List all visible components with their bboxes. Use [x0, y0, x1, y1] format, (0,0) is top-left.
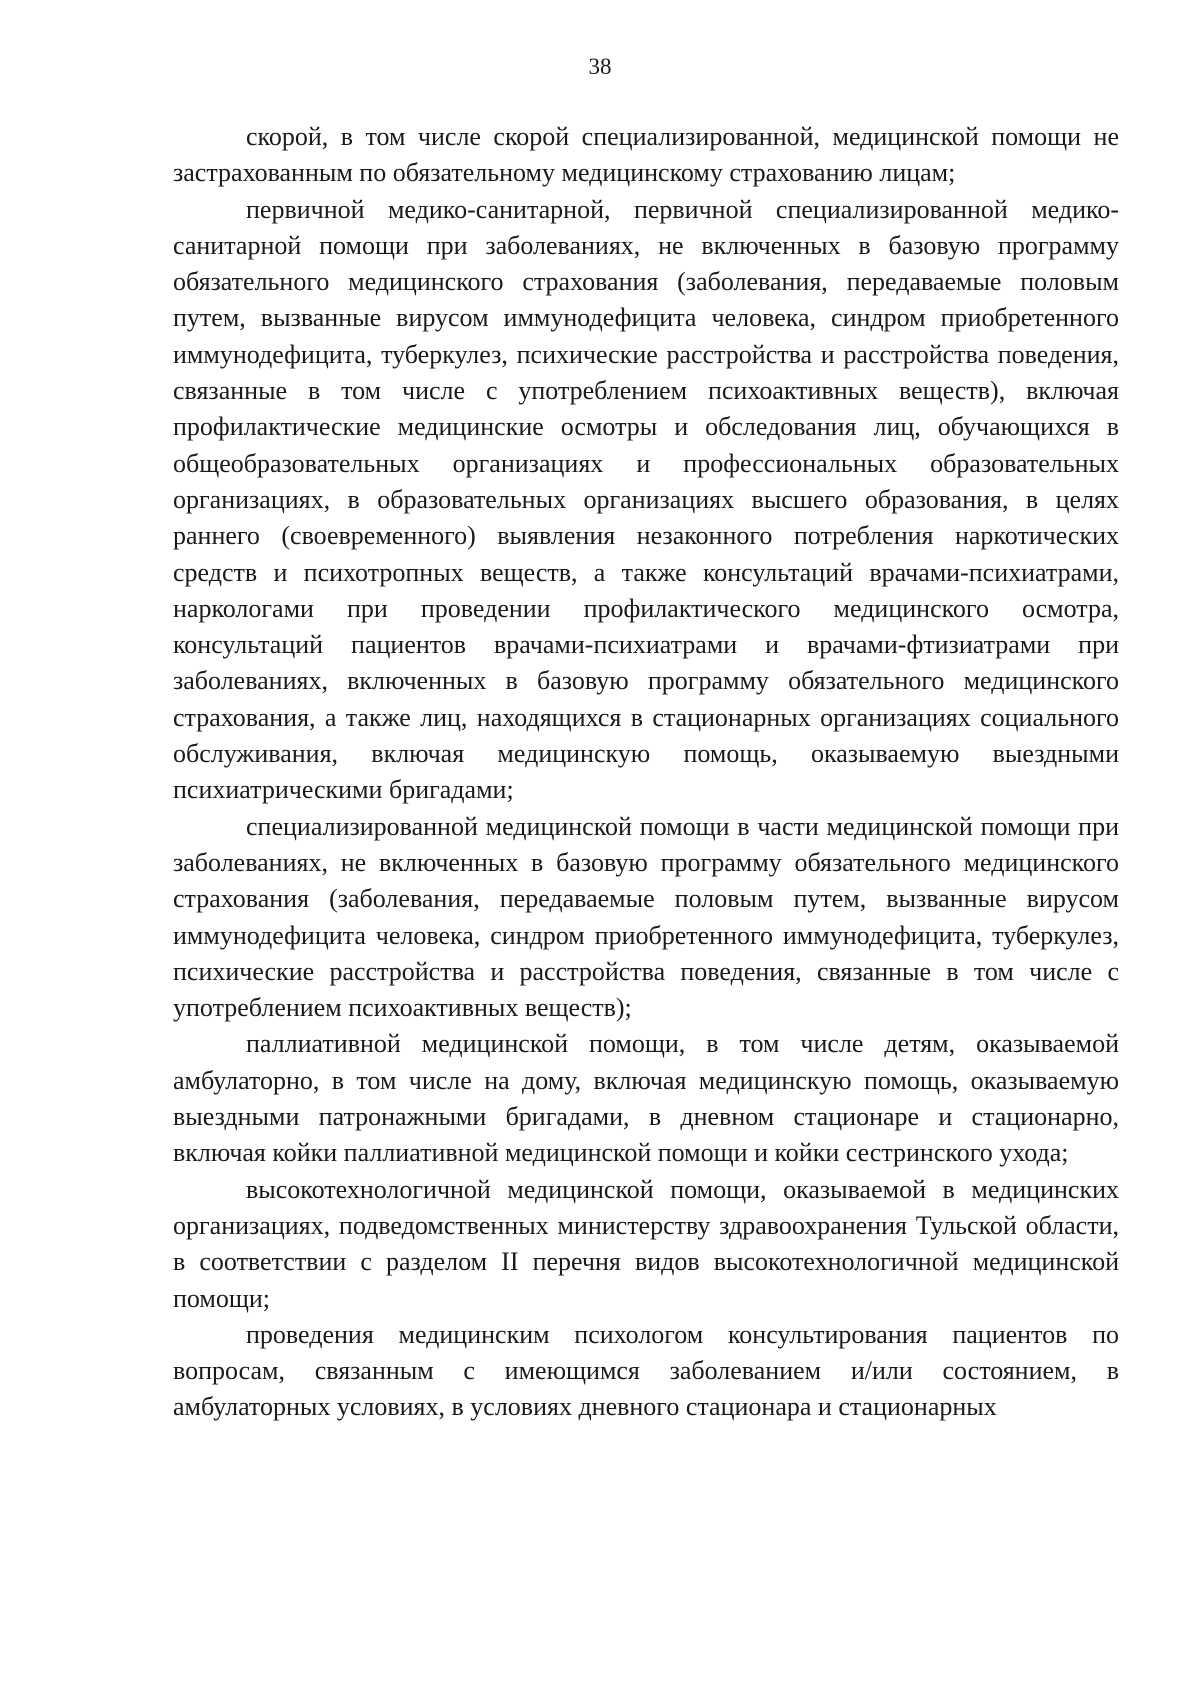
- page-number: 38: [588, 54, 612, 79]
- paragraph: проведения медицинским психологом консультирования пациентов по вопросам, связанным с имеющимся заболеванием и/или состоянием, в амбулаторных условиях, в условиях дневного стационара и стационарных: [173, 1319, 1119, 1422]
- paragraph: высокотехнологичной медицинской помощи, оказываемой в медицинских организациях, подведомственных министерству здравоохранения Тульской области, в соответствии с разделом II перечня видов высокотехнологичной медицинской помощи;: [173, 1174, 1119, 1313]
- paragraph: специализированной медицинской помощи в части медицинской помощи при заболеваниях, не включенных в базовую программу обязательного медицинского страхования (заболевания, передаваемые половым путем, вызванные вирусом иммунодефицита человека, синдром приобретенного иммунодефицита, туберкулез, психические расстройства и расстройства поведения, связанные в том числе с употреблением психоактивных веществ);: [173, 811, 1119, 1023]
- paragraph: скорой, в том числе скорой специализированной, медицинской помощи не застрахованным по обязательному медицинскому страхованию лицам;: [173, 122, 1119, 188]
- paragraph: паллиативной медицинской помощи, в том числе детям, оказываемой амбулаторно, в том числе на дому, включая медицинскую помощь, оказываемую выездными патронажными бригадами, в дневном стационаре и стационарно, включая койки паллиативной медицинской помощи и койки сестринского ухода;: [173, 1029, 1119, 1168]
- paragraph: первичной медико-санитарной, первичной специализированной медико-санитарной помощи при заболеваниях, не включенных в базовую программу обязательного медицинского страхования (заболевания, передаваемые половым путем, вызванные вирусом иммунодефицита человека, синдром приобретенного иммунодефицита, туберкулез, психические расстройства и расстройства поведения, связанные в том числе с употреблением психоактивных веществ), включая профилактические медицинские осмотры и обследования лиц, обучающихся в общеобразовательных организациях и профессиональных образовательных организациях, в образовательных организациях высшего образования, в целях раннего (своевременного) выявления незаконного потребления наркотических средств и психотропных веществ, а также консультаций врачами-психиатрами, наркологами при проведении профилактического медицинского осмотра, консультаций пациентов врачами-психиатрами и врачами-фтизиатрами при заболеваниях, включенных в базовую программу обязательного медицинского страхования, а также лиц, находящихся в стационарных организациях социального обслуживания, включая медицинскую помощь, оказываемую выездными психиатрическими бригадами;: [173, 194, 1119, 805]
- document-body: [173, 119, 1119, 1426]
